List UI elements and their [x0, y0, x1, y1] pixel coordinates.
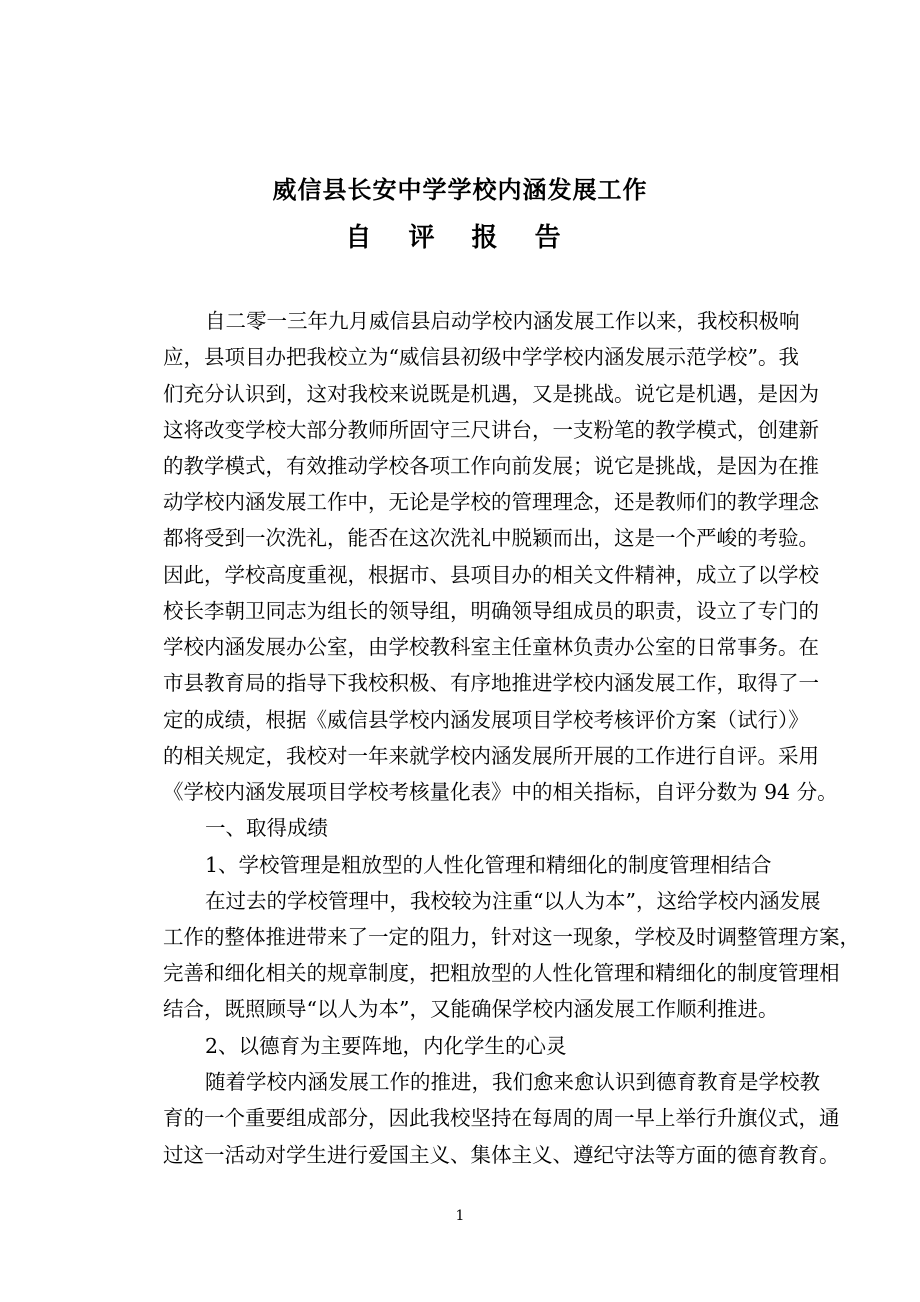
- intro-paragraph-line: 的教学模式，有效推动学校各项工作向前发展；说它是挑战，是因为在推: [163, 454, 819, 478]
- subheading-2-line: 2、以德育为主要阵地，内化学生的心灵: [205, 1034, 567, 1058]
- management-paragraph-line: 工作的整体推进带来了一定的阻力，针对这一现象，学校及时调整管理方案，: [163, 925, 860, 949]
- intro-paragraph-line: 学校内涵发展办公室，由学校教科室主任童林负责办公室的日常事务。在: [163, 635, 819, 659]
- intro-paragraph-line: 们充分认识到，这对我校来说既是机遇，又是挑战。说它是机遇，是因为: [163, 382, 819, 406]
- document-title: 威信县长安中学学校内涵发展工作: [272, 176, 648, 204]
- intro-paragraph-line: 这将改变学校大部分教师所固守三尺讲台，一支粉笔的教学模式，创建新: [163, 418, 819, 442]
- page-number: 1: [455, 1208, 465, 1224]
- intro-paragraph-line: 校长李朝卫同志为组长的领导组，明确领导组成员的职责，设立了专门的: [163, 599, 819, 623]
- document-subtitle: 自 评 报 告: [345, 223, 575, 253]
- section-heading-line: 一、取得成绩: [205, 816, 328, 840]
- intro-paragraph-line: 定的成绩，根据《威信县学校内涵发展项目学校考核评价方案（试行）》: [163, 708, 809, 732]
- management-paragraph-line: 完善和细化相关的规章制度，把粗放型的人性化管理和精细化的制度管理相: [163, 961, 840, 985]
- intro-paragraph-line: 的相关规定，我校对一年来就学校内涵发展所开展的工作进行自评。采用: [163, 744, 819, 768]
- management-paragraph-line: 结合，既照顾导“以人为本”，又能确保学校内涵发展工作顺利推进。: [163, 997, 779, 1021]
- intro-paragraph-line: 因此，学校高度重视，根据市、县项目办的相关文件精神，成立了以学校: [163, 563, 819, 587]
- intro-paragraph-line: 动学校内涵发展工作中，无论是学校的管理理念，还是教师们的教学理念: [163, 490, 819, 514]
- intro-paragraph-line: 自二零一三年九月威信县启动学校内涵发展工作以来，我校积极响: [205, 309, 800, 333]
- intro-paragraph-line: 市县教育局的指导下我校积极、有序地推进学校内涵发展工作，取得了一: [163, 671, 819, 695]
- intro-paragraph-line: 应，县项目办把我校立为“威信县初级中学学校内涵发展示范学校”。我: [163, 345, 799, 369]
- subheading-1-line: 1、学校管理是粗放型的人性化管理和精细化的制度管理相结合: [205, 853, 772, 877]
- intro-paragraph-line: 都将受到一次洗礼，能否在这次洗礼中脱颖而出，这是一个严峻的考验。: [163, 526, 819, 550]
- management-paragraph-line: 在过去的学校管理中，我校较为注重“以人为本”，这给学校内涵发展: [205, 889, 821, 913]
- moral-education-paragraph-line: 过这一活动对学生进行爱国主义、集体主义、遵纪守法等方面的德育教育。: [163, 1143, 840, 1167]
- moral-education-paragraph-line: 随着学校内涵发展工作的推进，我们愈来愈认识到德育教育是学校教: [205, 1070, 820, 1094]
- intro-paragraph-line: 《学校内涵发展项目学校考核量化表》中的相关指标，自评分数为 94 分。: [163, 780, 838, 804]
- moral-education-paragraph-line: 育的一个重要组成部分，因此我校坚持在每周的周一早上举行升旗仪式，通: [163, 1106, 840, 1130]
